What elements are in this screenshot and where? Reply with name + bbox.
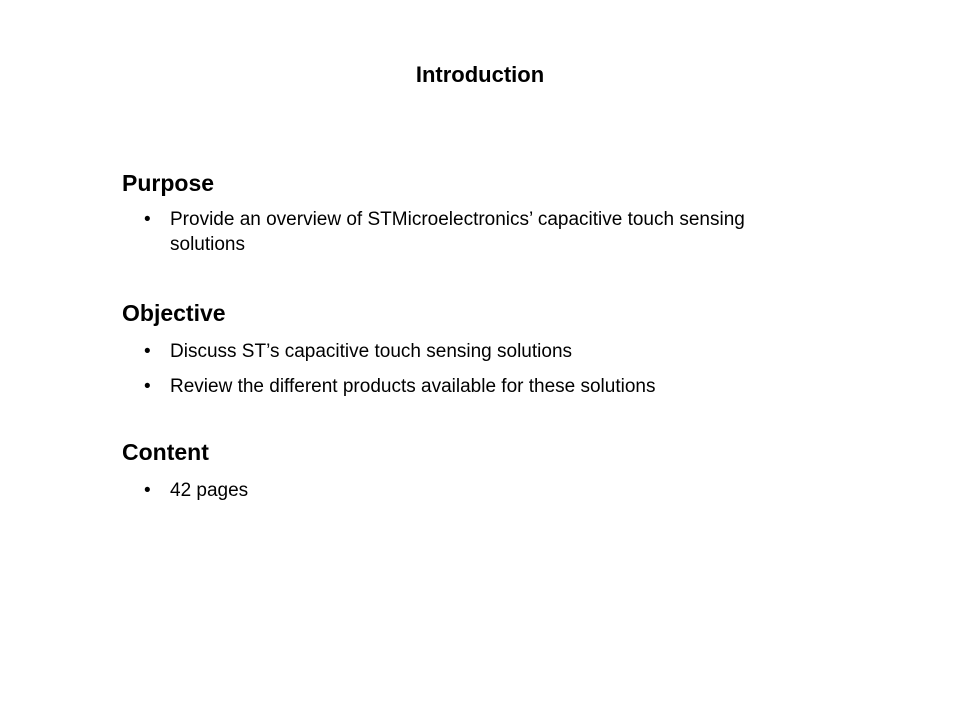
section-purpose bbox=[122, 168, 842, 257]
section-heading: Purpose bbox=[122, 170, 215, 196]
bullet-text: 42 pages bbox=[170, 480, 249, 501]
section-content bbox=[122, 437, 842, 503]
bullet-text: Provide an overview of STMicroelectronics’ capacitive touch sensing solutions bbox=[170, 209, 745, 255]
list-item bbox=[122, 207, 810, 257]
section-objective bbox=[122, 298, 842, 399]
bullet-list bbox=[122, 207, 842, 257]
list-item bbox=[122, 339, 810, 364]
bullet-list bbox=[122, 339, 842, 399]
bullet-icon: • bbox=[144, 376, 151, 397]
section-heading: Content bbox=[122, 439, 209, 465]
section-heading: Objective bbox=[122, 300, 226, 326]
bullet-text: Discuss ST’s capacitive touch sensing solutions bbox=[170, 341, 573, 362]
bullet-icon: • bbox=[144, 341, 151, 362]
bullet-list bbox=[122, 478, 842, 503]
slide-title: Introduction bbox=[415, 62, 545, 87]
bullet-icon: • bbox=[144, 209, 151, 230]
bullet-text: Review the different products available for these solutions bbox=[170, 376, 656, 397]
list-item bbox=[122, 478, 810, 503]
list-item bbox=[122, 374, 810, 399]
bullet-icon: • bbox=[144, 480, 151, 501]
